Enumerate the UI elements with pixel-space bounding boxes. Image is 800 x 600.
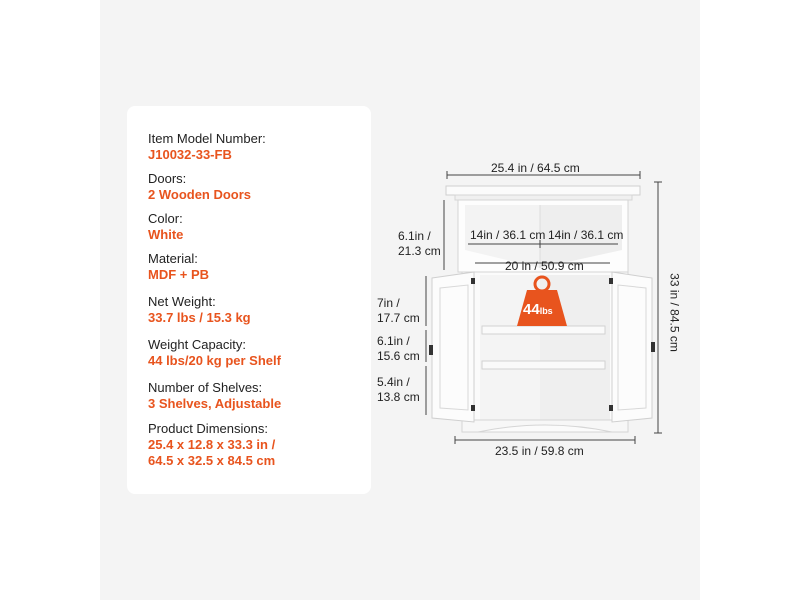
dim-line: 6.1in / (377, 334, 410, 348)
dim-gap2 (377, 334, 420, 364)
spec-value: 25.4 x 12.8 x 33.3 in / (148, 437, 276, 452)
dim-inner-width: 20 in / 50.9 cm (505, 259, 584, 273)
dim-line: 6.1in / (398, 229, 431, 243)
dim-line: 21.3 cm (398, 244, 441, 258)
spec-label: Net Weight: (148, 294, 216, 309)
weight-number: 44 (523, 301, 540, 318)
dim-shelf-left: 14in / 36.1 cm (470, 228, 546, 242)
weight-unit: lbs (539, 306, 553, 316)
spec-label: Color: (148, 211, 183, 226)
dim-line: 5.4in / (377, 375, 410, 389)
dim-line: 15.6 cm (377, 349, 420, 363)
spec-value: 2 Wooden Doors (148, 187, 252, 202)
spec-label: Number of Shelves: (148, 380, 263, 395)
spec-value: 64.5 x 32.5 x 84.5 cm (148, 453, 276, 468)
spec-label: Doors: (148, 171, 187, 186)
spec-label: Product Dimensions: (148, 421, 268, 436)
dim-shelf-right: 14in / 36.1 cm (548, 228, 624, 242)
dim-height: 33 in / 84.5 cm (667, 273, 682, 352)
dim-line: 7in / (377, 296, 400, 310)
dim-gap3 (377, 375, 420, 405)
spec-value: 3 Shelves, Adjustable (148, 396, 282, 411)
spec-label: Material: (148, 251, 198, 266)
dim-top-width: 25.4 in / 64.5 cm (491, 161, 580, 175)
spec-value: 44 lbs/20 kg per Shelf (148, 353, 281, 368)
dim-line: 17.7 cm (377, 311, 420, 325)
spec-label: Weight Capacity: (148, 337, 247, 352)
dim-top-gap (398, 229, 441, 259)
dim-gap1 (377, 296, 420, 326)
spec-label: Item Model Number: (148, 131, 266, 146)
spec-value: 33.7 lbs / 15.3 kg (148, 310, 251, 325)
weight-badge-label (523, 302, 553, 319)
spec-value: MDF + PB (148, 267, 210, 282)
spec-value: J10032-33-FB (148, 147, 232, 162)
dim-bottom-width: 23.5 in / 59.8 cm (495, 444, 584, 458)
dim-line: 13.8 cm (377, 390, 420, 404)
spec-value: White (148, 227, 184, 242)
